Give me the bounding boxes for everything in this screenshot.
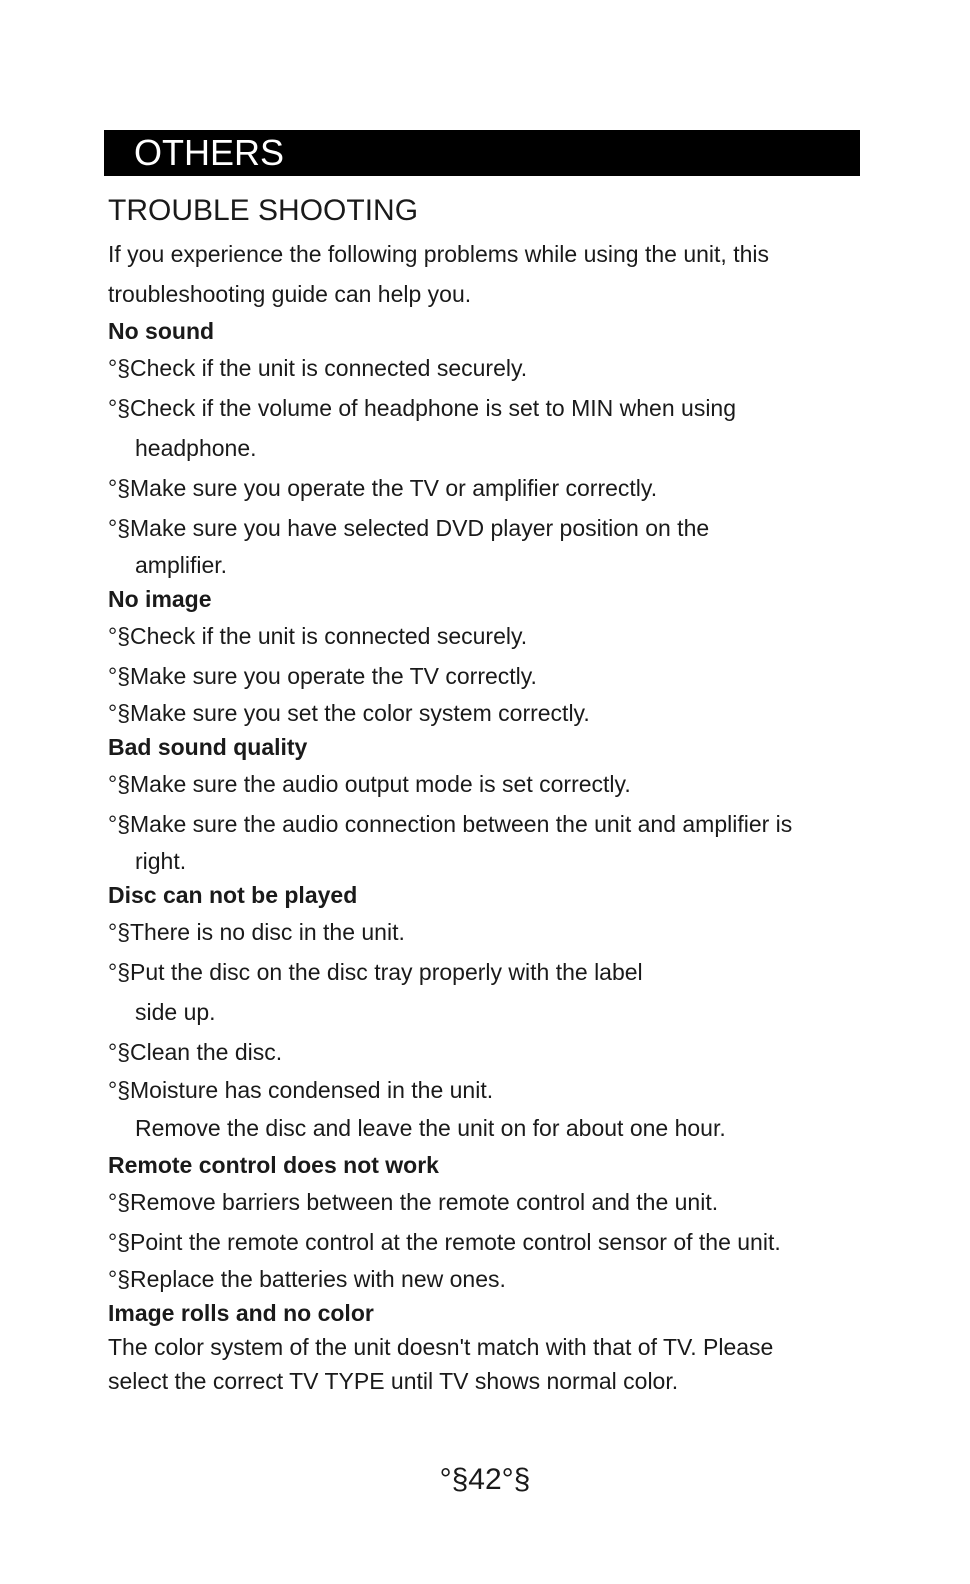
topic-heading-no-sound: No sound (108, 318, 215, 344)
page-title: TROUBLE SHOOTING (108, 194, 419, 227)
list-item (108, 1262, 858, 1296)
page-number: °§42°§ (439, 1463, 531, 1496)
topic-heading-disc-not-played: Disc can not be played (108, 882, 358, 908)
list-item-text: Replace the batteries with new ones. (130, 1266, 506, 1292)
list-item (108, 764, 858, 804)
list-item-text: Make sure you operate the TV correctly. (130, 663, 537, 689)
list-item (108, 1182, 858, 1222)
list-item (108, 952, 858, 992)
list-item-text: Put the disc on the disc tray properly with the label (130, 959, 643, 985)
list-item (108, 508, 858, 548)
list-item-text: Make sure the audio output mode is set correctly. (130, 771, 631, 797)
bullet-marker: °§ (108, 811, 130, 837)
topic-heading-remote-control: Remote control does not work (108, 1152, 439, 1178)
bullet-marker: °§ (108, 663, 130, 689)
bullet-marker: °§ (108, 1266, 130, 1292)
intro-line: If you experience the following problems while using the unit, this (108, 241, 769, 267)
list-item-text: Point the remote control at the remote control sensor of the unit. (130, 1229, 781, 1255)
list-item-text: Check if the unit is connected securely. (130, 355, 528, 381)
list-item-continuation: amplifier. (135, 552, 228, 578)
paragraph-line: select the correct TV TYPE until TV shows normal color. (108, 1368, 679, 1394)
topic-heading-no-image: No image (108, 586, 212, 612)
list-item (108, 616, 858, 656)
list-item (108, 388, 858, 428)
list-item (108, 1072, 858, 1108)
list-item (108, 468, 858, 508)
list-item (108, 656, 858, 696)
topic-heading-bad-sound-quality: Bad sound quality (108, 734, 308, 760)
list-item-text: Clean the disc. (130, 1039, 283, 1065)
list-item (108, 1032, 858, 1072)
list-item-continuation: Remove the disc and leave the unit on for about one hour. (135, 1115, 726, 1141)
list-item-text: Make sure you operate the TV or amplifier correctly. (130, 475, 658, 501)
paragraph-line: The color system of the unit doesn't match with that of TV. Please (108, 1334, 774, 1360)
list-item-text: Check if the unit is connected securely. (130, 623, 528, 649)
list-item-continuation: headphone. (135, 435, 257, 461)
list-item-continuation: side up. (135, 999, 216, 1025)
list-item-text: Make sure you have selected DVD player position on the (130, 515, 710, 541)
list-item (108, 1222, 858, 1262)
list-item-text: There is no disc in the unit. (130, 919, 405, 945)
list-item (108, 804, 858, 844)
topic-heading-image-rolls: Image rolls and no color (108, 1300, 374, 1326)
bullet-marker: °§ (108, 475, 130, 501)
list-item-text: Moisture has condensed in the unit. (130, 1077, 494, 1103)
list-item-text: Make sure the audio connection between the unit and amplifier is (130, 811, 793, 837)
bullet-marker: °§ (108, 959, 130, 985)
bullet-marker: °§ (108, 623, 130, 649)
bullet-marker: °§ (108, 1229, 130, 1255)
bullet-marker: °§ (108, 395, 130, 421)
bullet-marker: °§ (108, 700, 130, 726)
troubleshooting-content (108, 234, 858, 1398)
list-item (108, 348, 858, 388)
bullet-marker: °§ (108, 1189, 130, 1215)
bullet-marker: °§ (108, 919, 130, 945)
bullet-marker: °§ (108, 355, 130, 381)
list-item-text: Remove barriers between the remote control and the unit. (130, 1189, 719, 1215)
section-header-title: OTHERS (134, 132, 285, 173)
section-header-bar (104, 130, 860, 176)
bullet-marker: °§ (108, 771, 130, 797)
bullet-marker: °§ (108, 515, 130, 541)
bullet-marker: °§ (108, 1077, 130, 1103)
intro-line: troubleshooting guide can help you. (108, 281, 472, 307)
list-item-text: Make sure you set the color system correctly. (130, 700, 590, 726)
list-item-text: Check if the volume of headphone is set to MIN when using (130, 395, 737, 421)
list-item-continuation: right. (135, 848, 187, 874)
list-item (108, 696, 858, 730)
bullet-marker: °§ (108, 1039, 130, 1065)
list-item (108, 912, 858, 952)
